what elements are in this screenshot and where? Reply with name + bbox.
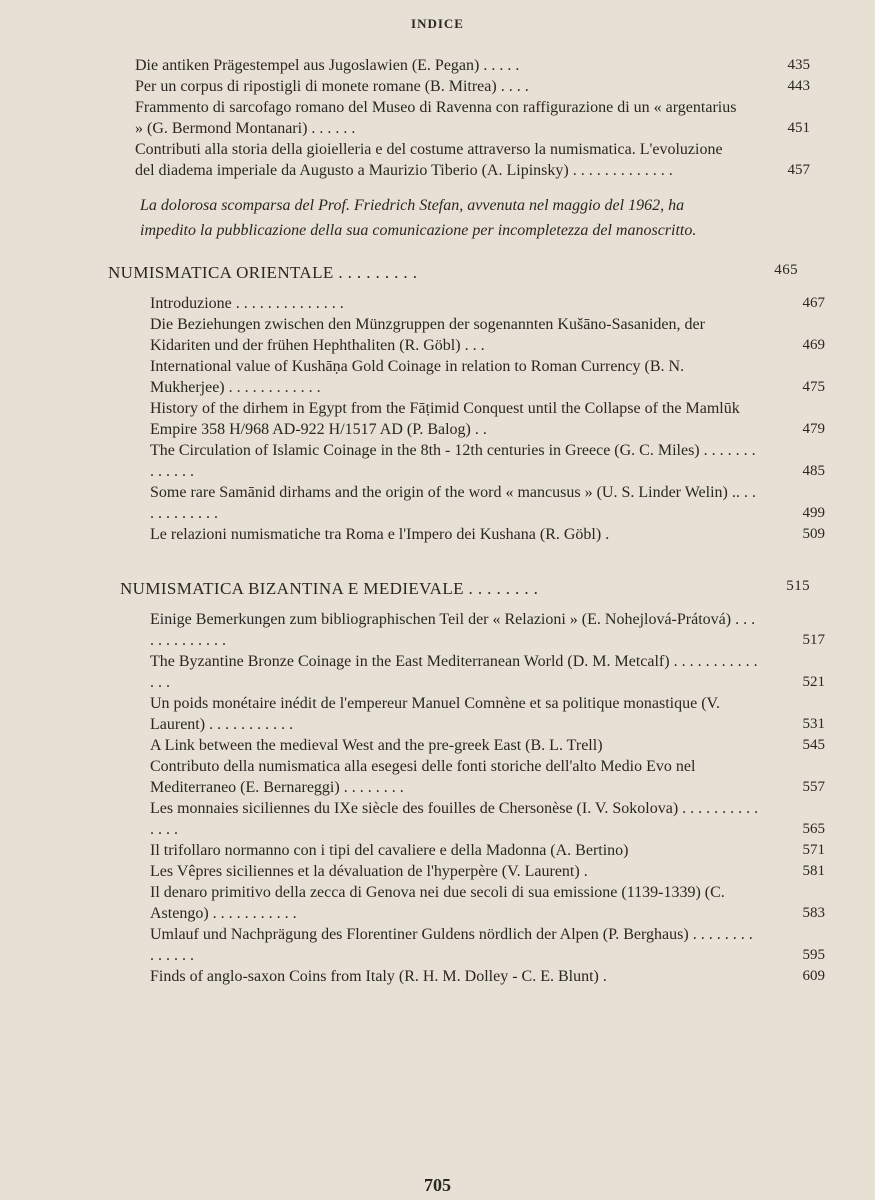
toc-entry [135,139,810,181]
entry-title: Il denaro primitivo della zecca di Genova nei due secoli di sua emissione (1139-1339) (C. Astengo) . . . . . . . . . . . [150,884,725,922]
entry-title: A Link between the medieval West and the pre-greek East (B. L. Trell) [150,737,603,754]
toc-entry [150,924,825,966]
entry-page: 499 [802,505,825,521]
entry-title: Einige Bemerkungen zum bibliographischen Teil der « Relazioni » (E. Nohejlová-Prátová) . . . . . . . . . . . . . [150,611,756,649]
entry-title: Les monnaies siciliennes du IXe siècle des fouilles de Chersonèse (I. V. Sokolova) . . . . . . . . . . . . . . [150,800,759,838]
section-title: NUMISMATICA ORIENTALE . . . . . . . . . [108,263,418,282]
entry-page: 545 [802,737,825,753]
entry-title: Die Beziehungen zwischen den Münzgruppen der sogenannten Kušāno-Sasaniden, der Kidariten und der frühen Hephthaliten (R. Göbl) . . . [150,316,705,354]
toc-entry [150,840,825,861]
editorial-note: La dolorosa scomparsa del Prof. Friedrich Stefan, avvenuta nel maggio del 1962, ha impedito la pubblicazione della sua comunicazione per incompletezza del manoscritto. [140,197,697,239]
entry-title: Frammento di sarcofago romano del Museo di Ravenna con raffigurazione di un « argentarius » (G. Bermond Montanari) . . . . . . [135,99,737,137]
entry-page: 469 [802,337,825,353]
section-title: NUMISMATICA BIZANTINA E MEDIEVALE . . . . . . . . [120,579,539,598]
entry-page: 435 [787,57,810,73]
entry-title: Il trifollaro normanno con i tipi del cavaliere e della Madonna (A. Bertino) [150,842,629,859]
toc-entry [150,482,825,524]
entry-title: Finds of anglo-saxon Coins from Italy (R. H. M. Dolley - C. E. Blunt) . [150,968,607,985]
toc-entry [135,76,810,97]
entry-page: 595 [802,947,825,963]
toc-entry [150,524,825,545]
entry-page: 571 [802,842,825,858]
toc-entry [150,861,825,882]
section-page: 515 [786,578,810,594]
entry-page: 557 [802,779,825,795]
entry-title: The Circulation of Islamic Coinage in the 8th - 12th centuries in Greece (G. C. Miles) . . . . . . . . . . . . . [150,442,756,480]
toc-entry [135,55,810,76]
entry-page: 451 [787,120,810,136]
entry-title: Die antiken Prägestempel aus Jugoslawien (E. Pegan) . . . . . [135,57,520,74]
entry-title: Umlauf und Nachprägung des Florentiner Guldens nördlich der Alpen (P. Berghaus) . . . . . . . . . . . . . . [150,926,753,964]
entry-title: Les Vêpres siciliennes et la dévaluation de l'hyperpère (V. Laurent) . [150,863,588,880]
entry-title: Contributo della numismatica alla esegesi delle fonti storiche dell'alto Medio Evo nel Mediterraneo (E. Bernareggi) . . . . . . . . [150,758,696,796]
entry-page: 509 [802,526,825,542]
entry-page: 475 [802,379,825,395]
entry-page: 479 [802,421,825,437]
section-heading [120,578,810,599]
entry-title: Le relazioni numismatiche tra Roma e l'Impero dei Kushana (R. Göbl) . [150,526,610,543]
toc-entry [150,293,825,314]
entry-title: The Byzantine Bronze Coinage in the East Mediterranean World (D. M. Metcalf) . . . . . . . . . . . . . . [150,653,758,691]
toc-entry [150,651,825,693]
toc-entry [135,97,810,139]
entry-title: Per un corpus di ripostigli di monete romane (B. Mitrea) . . . . [135,78,529,95]
toc-entry [150,756,825,798]
toc-entry [150,798,825,840]
section-heading [108,262,798,283]
entry-page: 609 [802,968,825,984]
toc [0,55,875,987]
toc-entry [150,966,825,987]
toc-entry [150,356,825,398]
toc-entry [150,398,825,440]
entry-title: Introduzione . . . . . . . . . . . . . . [150,295,344,312]
page-number: 705 [424,1175,451,1195]
toc-entry [150,314,825,356]
toc-entry [150,440,825,482]
entry-title: Un poids monétaire inédit de l'empereur Manuel Comnène et sa politique monastique (V. Laurent) . . . . . . . . . . . [150,695,721,733]
toc-entry [150,693,825,735]
page-header: INDICE [411,16,464,31]
toc-entry [150,609,825,651]
entry-page: 521 [802,674,825,690]
entry-title: Some rare Samānid dirhams and the origin of the word « mancusus » (U. S. Linder Welin) .. . . . . . . . . . . . [150,484,756,522]
entry-page: 565 [802,821,825,837]
entry-page: 457 [787,162,810,178]
entry-page: 467 [802,295,825,311]
entry-page: 485 [802,463,825,479]
toc-entry [150,735,825,756]
entry-page: 443 [787,78,810,94]
entry-page: 581 [802,863,825,879]
entry-page: 583 [802,905,825,921]
toc-entry [150,882,825,924]
section-page: 465 [774,262,798,278]
entry-title: Contributi alla storia della gioielleria e del costume attraverso la numismatica. L'evoluzione del diadema imperiale da Augusto a Maurizio Tiberio (A. Lipinsky) . . . . . . . . . . . . . [135,141,723,179]
entry-page: 531 [802,716,825,732]
entry-page: 517 [802,632,825,648]
entry-title: History of the dirhem in Egypt from the Fāṭimid Conquest until the Collapse of the Mamlūk Empire 358 H/968 AD-922 H/1517 AD (P. Balog) . . [150,400,740,438]
entry-title: International value of Kushāṇa Gold Coinage in relation to Roman Currency (B. N. Mukherjee) . . . . . . . . . . . . [150,358,685,396]
